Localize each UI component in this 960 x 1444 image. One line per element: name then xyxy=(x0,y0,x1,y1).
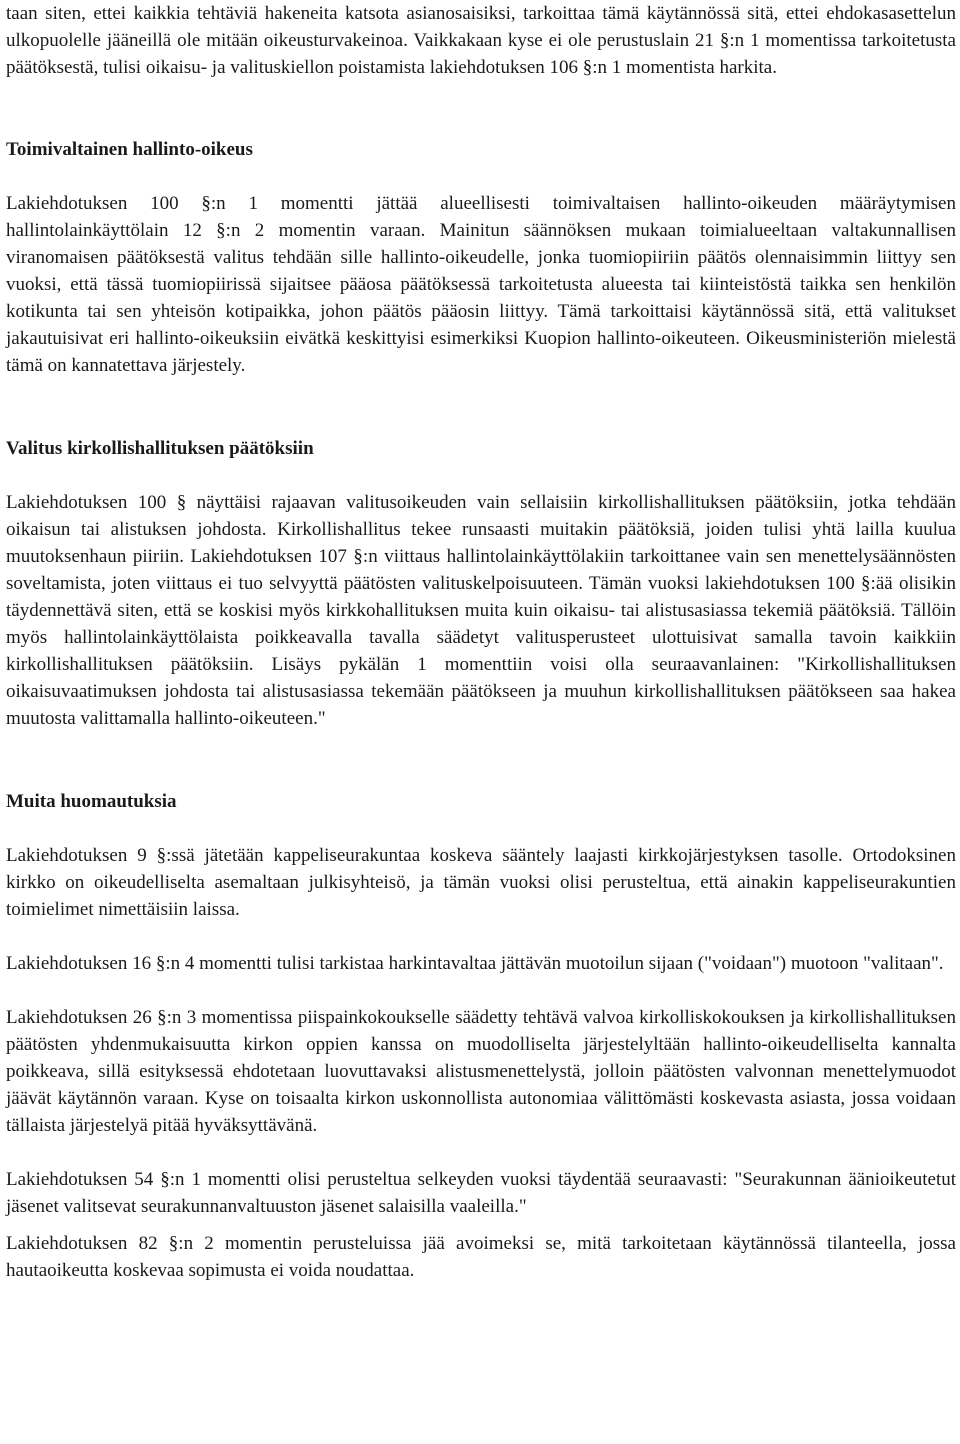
document-page xyxy=(6,0,956,1284)
section-paragraph: Lakiehdotuksen 26 §:n 3 momentissa piispainkokoukselle säädetty tehtävä valvoa kirkolliskokouksen ja kirkollishallituksen päätösten yhdenmukaisuutta kirkon oppien kanssa on muodolliselta järjestelyltään hallinto-oikeudelliselta kannalta poikkeava, sillä esityksessä ehdotetaan luovuttavaksi alistusmenettelystä, jolloin päätösten valvonnan menettelymuodot jäävät käytännön varaan. Kyse on toisaalta kirkon uskonnollista autonomiaa välittömästi koskevasta asiasta, jossa voidaan tällaista järjestelyä pitää hyväksyttävänä. xyxy=(6,1007,956,1136)
section-heading-muita: Muita huomautuksia xyxy=(6,791,177,812)
intro-paragraph: taan siten, ettei kaikkia tehtäviä hakeneita katsota asianosaisiksi, tarkoittaa tämä käytännössä sitä, ettei ehdokasasettelun ulkopuolelle jääneillä ole mitään oikeusturvakeinoa. Vaikkakaan kyse ei ole perustuslain 21 §:n 1 momentissa tarkoitetusta päätöksestä, tulisi oikaisu- ja valituskiellon poistamista lakiehdotuksen 106 §:n 1 momentista harkita. xyxy=(6,3,956,78)
section-paragraph: Lakiehdotuksen 16 §:n 4 momentti tulisi tarkistaa harkintavaltaa jättävän muotoilun sijaan ("voidaan") muotoon "valitaan". xyxy=(6,953,944,974)
section-paragraph: Lakiehdotuksen 100 §:n 1 momentti jättää alueellisesti toimivaltaisen hallinto-oikeuden määräytymisen hallintolainkäyttölain 12 §:n 2 momentin varaan. Mainitun säännöksen mukaan toimialueeltaan valtakunnallisen viranomaisen päätöksestä valitus tehdään sille hallinto-oikeudelle, jonka tuomiopiiriin päätös olennaisimmin liittyy sen vuoksi, että tässä tuomiopiirissä sijaitsee pääosa päätöksessä tarkoitetusta alueesta tai kiinteistöstä taikka sen henkilön kotikunta tai sen yhteisön kotipaikka, johon päätös pääosin liittyy. Tämä tarkoittaisi käytännössä sitä, että valitukset jakautuisivat eri hallinto-oikeuksiin eivätkä keskittyisi esimerkiksi Kuopion hallinto-oikeuteen. Oikeusministeriön mielestä tämä on kannatettava järjestely. xyxy=(6,193,956,376)
section-paragraph: Lakiehdotuksen 54 §:n 1 momentti olisi perusteltua selkeyden vuoksi täydentää seuraavasti: "Seurakunnan äänioikeutetut jäsenet valitsevat seurakunnanvaltuuston jäsenet salaisilla vaaleilla." xyxy=(6,1169,956,1217)
section-paragraph: Lakiehdotuksen 9 §:ssä jätetään kappeliseurakuntaa koskeva sääntely laajasti kirkkojärjestyksen tasolle. Ortodoksinen kirkko on oikeudelliselta asemaltaan julkisyhteisö, ja tämän vuoksi olisi perusteltua, että ainakin kappeliseurakuntien toimielimet nimettäisiin laissa. xyxy=(6,845,956,920)
section-heading-toimivaltainen: Toimivaltainen hallinto-oikeus xyxy=(6,139,253,160)
section-paragraph: Lakiehdotuksen 82 §:n 2 momentin perusteluissa jää avoimeksi se, mitä tarkoitetaan käytännössä tilanteella, jossa hautaoikeutta koskevaa sopimusta ei voida noudattaa. xyxy=(6,1233,956,1281)
section-heading-valitus: Valitus kirkollishallituksen päätöksiin xyxy=(6,438,314,459)
section-paragraph: Lakiehdotuksen 100 § näyttäisi rajaavan valitusoikeuden vain sellaisiin kirkollishallituksen päätöksiin, jotka tehdään oikaisun tai alistuksen johdosta. Kirkollishallitus tekee runsaasti muitakin päätöksiä, joiden tulisi yhtä lailla kuulua muutoksenhaun piiriin. Lakiehdotuksen 107 §:n viittaus hallintolainkäyttölakiin tarkoittanee vain sen menettelysäännösten soveltamista, joten viittaus ei tuo selvyyttä päätösten valituskelpoisuuteen. Tämän vuoksi lakiehdotuksen 100 §:ää olisikin täydennettävä siten, että se koskisi myös kirkkohallituksen muita kuin oikaisu- tai alistusasiassa tekemiä päätöksiä. Tällöin myös hallintolainkäyttölaista poikkeavalla tavalla säädetyt valitusperusteet ulottuisivat samalla tavoin kaikkiin kirkollishallituksen päätöksiin. Lisäys pykälän 1 momenttiin voisi olla seuraavanlainen: "Kirkollishallituksen oikaisuvaatimuksen johdosta tai alistusasiassa tekemään päätökseen ja muuhun kirkollishallituksen päätökseen saa hakea muutosta valittamalla hallinto-oikeuteen." xyxy=(6,492,956,729)
